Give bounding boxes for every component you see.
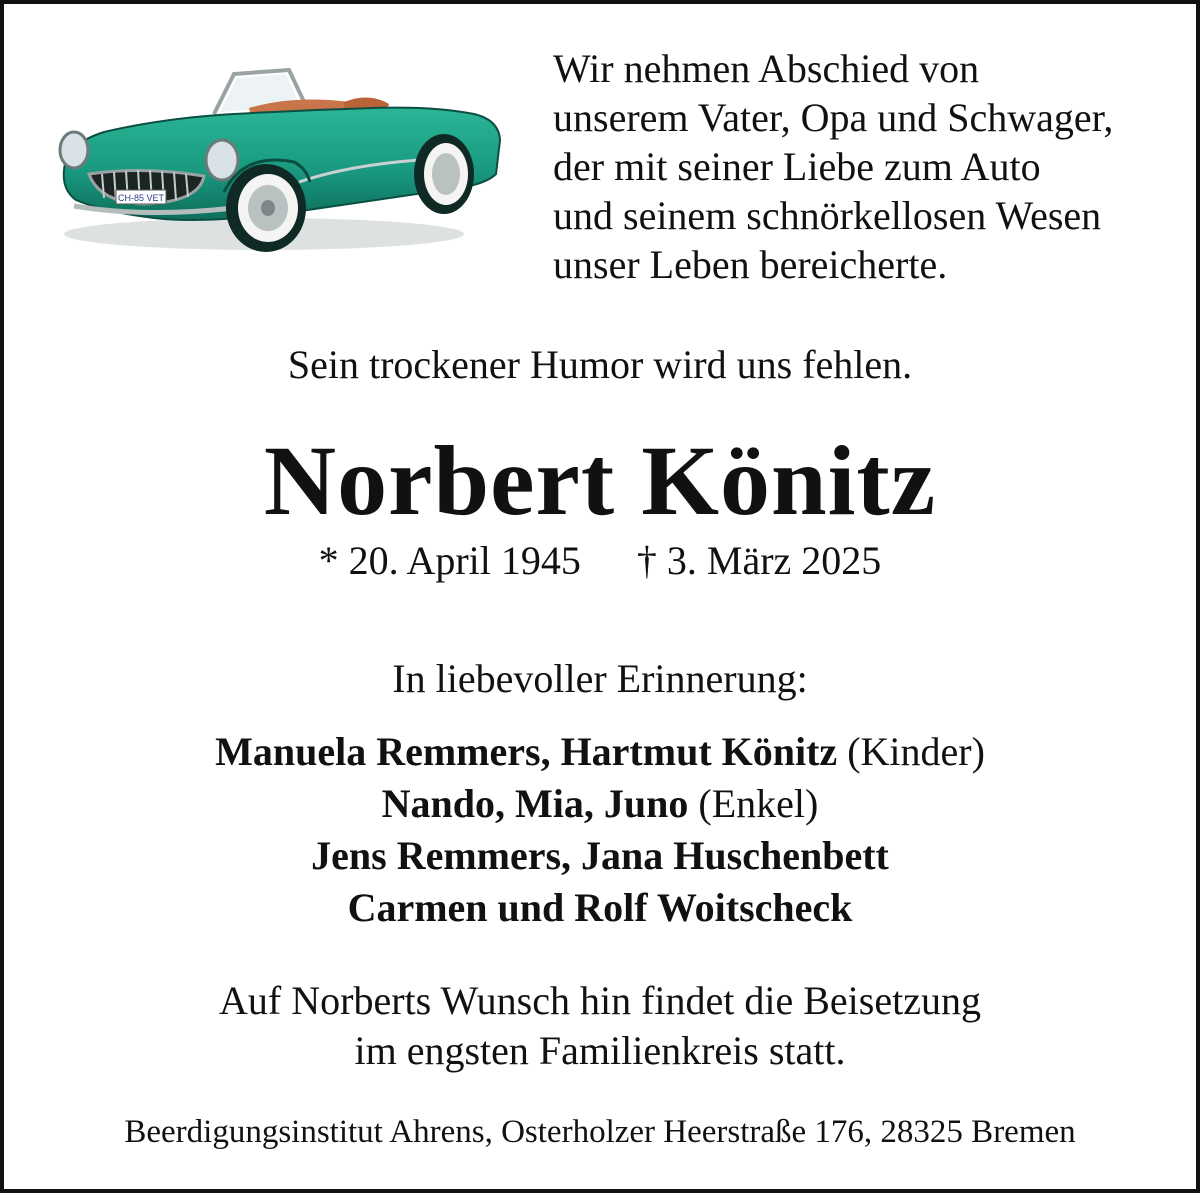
humor-line: Sein trockener Humor wird uns fehlen. xyxy=(287,342,913,387)
intro-line: der mit seiner Liebe zum Auto xyxy=(553,144,1041,189)
intro-line: unserem Vater, Opa und Schwager, xyxy=(553,95,1114,140)
life-dates xyxy=(4,536,1196,586)
mourner-line xyxy=(4,778,1196,830)
mourner-names: Jens Remmers, Jana Huschenbett xyxy=(311,833,889,878)
death-date: † 3. März 2025 xyxy=(636,538,882,583)
mourner-line xyxy=(4,830,1196,882)
mourner-names: Carmen und Rolf Woitscheck xyxy=(347,885,853,930)
intro-line: Wir nehmen Abschied von xyxy=(553,46,980,91)
mourner-names: Manuela Remmers, Hartmut Könitz xyxy=(215,729,838,774)
funeral-home-line: Beerdigungsinstitut Ahrens, Osterholzer Heerstraße 176, 28325 Bremen xyxy=(124,1114,1076,1150)
mourner-relation: (Kinder) xyxy=(847,729,985,774)
mourner-relation: (Enkel) xyxy=(698,781,819,826)
mourners-list xyxy=(4,726,1196,934)
memory-line: In liebevoller Erinnerung: xyxy=(392,656,808,701)
intro-line: unser Leben bereicherte. xyxy=(553,242,948,287)
deceased-name: Norbert Könitz xyxy=(263,425,937,536)
mourner-line xyxy=(4,882,1196,934)
funeral-note xyxy=(4,976,1196,1076)
funeral-line: Auf Norberts Wunsch hin findet die Beisetzung xyxy=(219,978,981,1023)
mourner-names: Nando, Mia, Juno xyxy=(381,781,689,826)
funeral-line: im engsten Familienkreis statt. xyxy=(354,1028,846,1073)
intro-line: und seinem schnörkellosen Wesen xyxy=(553,193,1102,238)
license-plate-text: CH-85 VET xyxy=(117,193,165,203)
mourner-line xyxy=(4,726,1196,778)
vintage-convertible-car-icon xyxy=(44,62,504,262)
birth-date: * 20. April 1945 xyxy=(318,538,581,583)
intro-text xyxy=(553,44,1173,289)
